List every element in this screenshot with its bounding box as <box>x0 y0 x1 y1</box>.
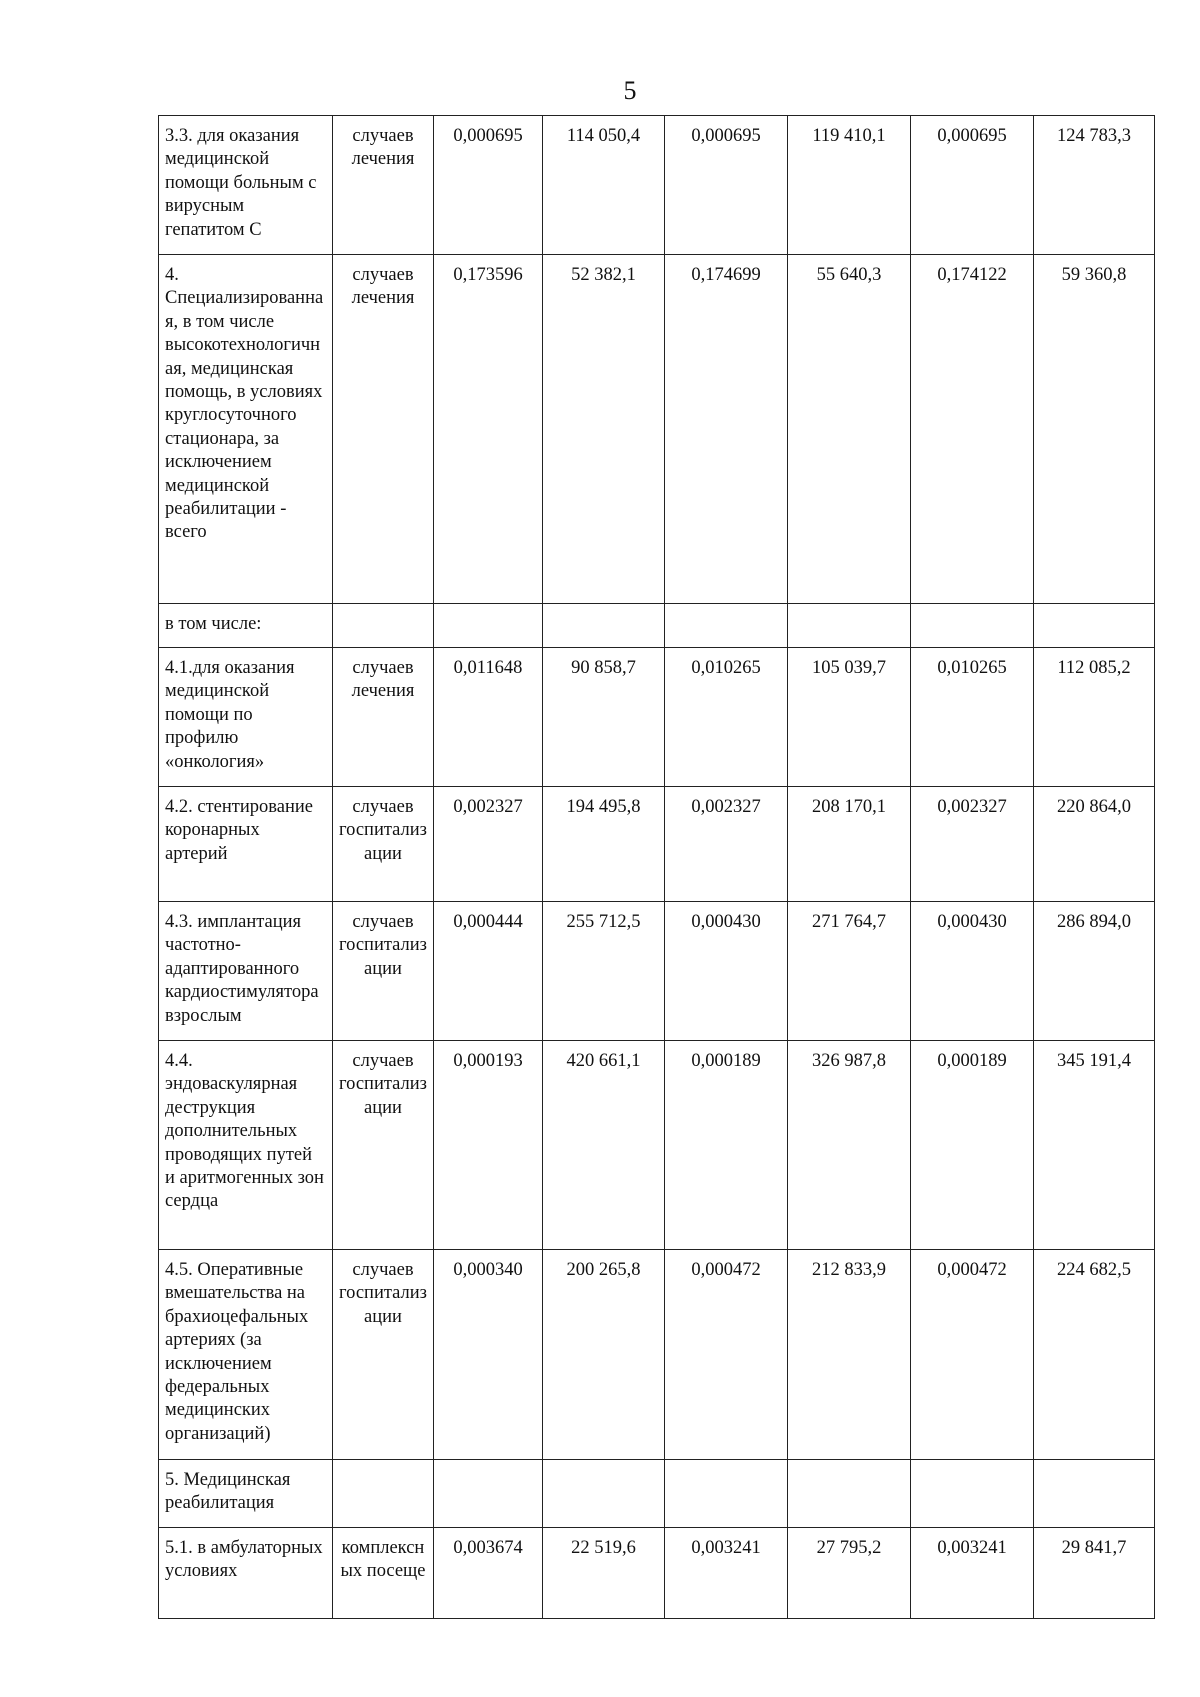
value-cell: 420 661,1 <box>543 1041 665 1250</box>
row-name-cell: в том числе: <box>159 604 333 648</box>
value-cell: 0,173596 <box>434 255 543 604</box>
table-row <box>159 902 1155 1041</box>
value-cell <box>665 604 788 648</box>
value-cell: 208 170,1 <box>788 787 911 902</box>
value-cell: 52 382,1 <box>543 255 665 604</box>
table-row <box>159 116 1155 255</box>
data-table <box>158 115 1155 1619</box>
row-unit-cell: случаев госпитализации <box>333 902 434 1041</box>
row-unit-cell: случаев лечения <box>333 116 434 255</box>
value-cell: 124 783,3 <box>1034 116 1155 255</box>
value-cell: 0,000430 <box>911 902 1034 1041</box>
row-name-cell: 5.1. в амбулаторных условиях <box>159 1528 333 1619</box>
value-cell: 286 894,0 <box>1034 902 1155 1041</box>
table-row <box>159 1460 1155 1528</box>
row-name-cell: 4.2. стентирование коронарных артерий <box>159 787 333 902</box>
table-row <box>159 1528 1155 1619</box>
page-number: 5 <box>623 76 637 105</box>
value-cell <box>434 604 543 648</box>
value-cell: 0,000472 <box>665 1250 788 1460</box>
value-cell <box>1034 1460 1155 1528</box>
value-cell: 0,000193 <box>434 1041 543 1250</box>
value-cell: 0,000472 <box>911 1250 1034 1460</box>
value-cell: 0,002327 <box>434 787 543 902</box>
value-cell: 0,000695 <box>434 116 543 255</box>
value-cell: 0,174122 <box>911 255 1034 604</box>
value-cell <box>665 1460 788 1528</box>
row-unit-cell: комплексных посеще <box>333 1528 434 1619</box>
table-row <box>159 604 1155 648</box>
row-unit-cell: случаев госпитализации <box>333 1041 434 1250</box>
value-cell: 345 191,4 <box>1034 1041 1155 1250</box>
value-cell: 0,000340 <box>434 1250 543 1460</box>
value-cell: 0,010265 <box>911 648 1034 787</box>
table-row <box>159 787 1155 902</box>
value-cell <box>543 1460 665 1528</box>
row-name-cell: 4. Специализированная, в том числе высокотехнологичная, медицинская помощь, в условиях круглосуточного стационара, за исключением медицинской реабилитации - всего <box>159 255 333 604</box>
value-cell: 27 795,2 <box>788 1528 911 1619</box>
row-name-cell: 3.3. для оказания медицинской помощи больным с вирусным гепатитом С <box>159 116 333 255</box>
row-unit-cell: случаев лечения <box>333 648 434 787</box>
value-cell: 22 519,6 <box>543 1528 665 1619</box>
value-cell: 119 410,1 <box>788 116 911 255</box>
value-cell <box>911 604 1034 648</box>
value-cell: 224 682,5 <box>1034 1250 1155 1460</box>
value-cell: 90 858,7 <box>543 648 665 787</box>
value-cell <box>788 1460 911 1528</box>
value-cell: 0,003674 <box>434 1528 543 1619</box>
table-row <box>159 1250 1155 1460</box>
row-name-cell: 4.5. Оперативные вмешательства на брахиоцефальных артериях (за исключением федеральных медицинских организаций) <box>159 1250 333 1460</box>
row-name-cell: 5. Медицинская реабилитация <box>159 1460 333 1528</box>
value-cell: 271 764,7 <box>788 902 911 1041</box>
value-cell: 0,002327 <box>665 787 788 902</box>
row-unit-cell: случаев госпитализации <box>333 1250 434 1460</box>
row-name-cell: 4.4. эндоваскулярная деструкция дополнительных проводящих путей и аритмогенных зон сердца <box>159 1041 333 1250</box>
value-cell <box>788 604 911 648</box>
value-cell <box>543 604 665 648</box>
table-row <box>159 1041 1155 1250</box>
value-cell: 0,000189 <box>911 1041 1034 1250</box>
value-cell: 0,010265 <box>665 648 788 787</box>
value-cell: 255 712,5 <box>543 902 665 1041</box>
value-cell: 0,000444 <box>434 902 543 1041</box>
table-row <box>159 648 1155 787</box>
value-cell <box>911 1460 1034 1528</box>
row-name-cell: 4.1.для оказания медицинской помощи по профилю «онкология» <box>159 648 333 787</box>
value-cell: 0,011648 <box>434 648 543 787</box>
value-cell <box>434 1460 543 1528</box>
row-unit-cell <box>333 604 434 648</box>
row-unit-cell: случаев госпитализации <box>333 787 434 902</box>
value-cell: 0,000430 <box>665 902 788 1041</box>
value-cell: 326 987,8 <box>788 1041 911 1250</box>
value-cell: 200 265,8 <box>543 1250 665 1460</box>
table-body <box>159 116 1155 1619</box>
value-cell: 0,002327 <box>911 787 1034 902</box>
value-cell <box>1034 604 1155 648</box>
value-cell: 59 360,8 <box>1034 255 1155 604</box>
value-cell: 0,003241 <box>911 1528 1034 1619</box>
value-cell: 114 050,4 <box>543 116 665 255</box>
value-cell: 105 039,7 <box>788 648 911 787</box>
table-row <box>159 255 1155 604</box>
value-cell: 0,003241 <box>665 1528 788 1619</box>
value-cell: 0,000695 <box>911 116 1034 255</box>
value-cell: 0,000189 <box>665 1041 788 1250</box>
value-cell: 112 085,2 <box>1034 648 1155 787</box>
value-cell: 212 833,9 <box>788 1250 911 1460</box>
row-name-cell: 4.3. имплантация частотно-адаптированного кардиостимулятора взрослым <box>159 902 333 1041</box>
value-cell: 220 864,0 <box>1034 787 1155 902</box>
row-unit-cell: случаев лечения <box>333 255 434 604</box>
value-cell: 194 495,8 <box>543 787 665 902</box>
value-cell: 55 640,3 <box>788 255 911 604</box>
value-cell: 29 841,7 <box>1034 1528 1155 1619</box>
row-unit-cell <box>333 1460 434 1528</box>
value-cell: 0,174699 <box>665 255 788 604</box>
value-cell: 0,000695 <box>665 116 788 255</box>
